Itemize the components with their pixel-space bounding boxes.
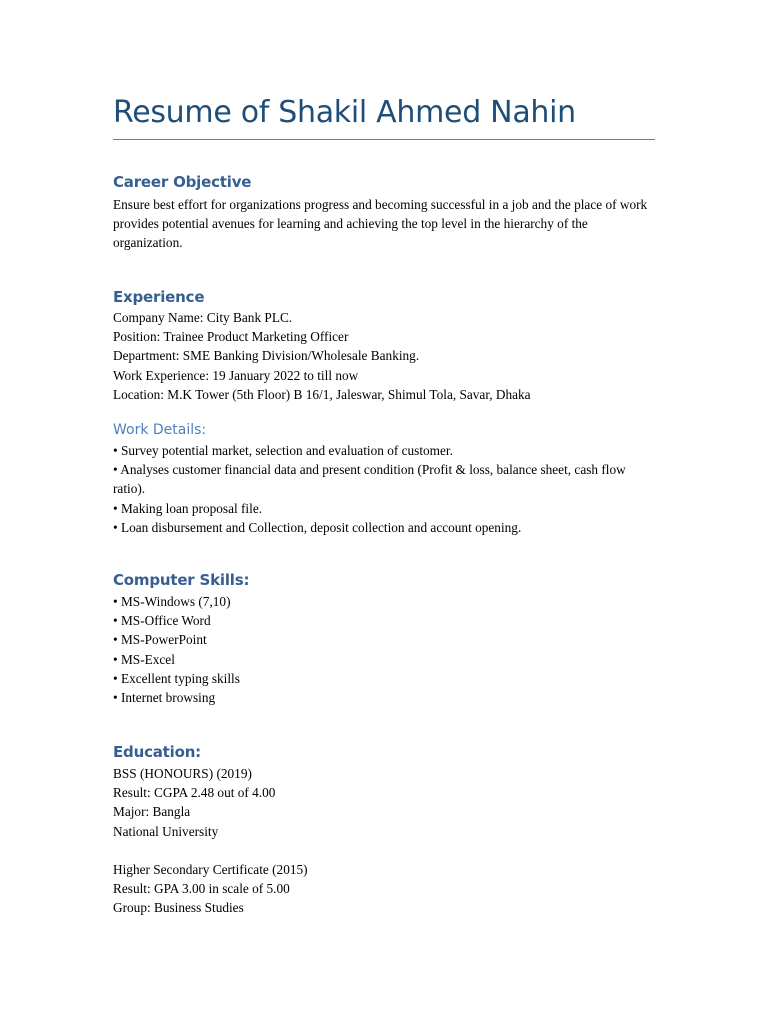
work-details-heading: Work Details: — [113, 422, 207, 438]
computer-skills-section — [113, 570, 656, 707]
company-name: Company Name: City Bank PLC. — [113, 310, 293, 325]
computer-skills-heading: Computer Skills: — [113, 571, 250, 589]
computer-skills-list — [113, 592, 656, 707]
experience-heading: Experience — [113, 288, 205, 306]
work-details-list — [113, 441, 656, 537]
list-item: • Analyses customer financial data and present condition (Profit & loss, balance sheet, cash flow ratio). — [113, 462, 626, 497]
education-heading: Education: — [113, 743, 201, 761]
list-item: • Survey potential market, selection and evaluation of customer. — [113, 443, 453, 458]
list-item: • Excellent typing skills — [113, 670, 240, 686]
experience-section — [113, 287, 656, 404]
degree-institution: National University — [113, 823, 219, 839]
list-item: • Making loan proposal file. — [113, 500, 263, 516]
experience-details — [113, 308, 656, 404]
position: Position: Trainee Product Marketing Officer — [113, 329, 349, 345]
list-item: • MS-PowerPoint — [113, 632, 207, 648]
work-experience: Work Experience: 19 January 2022 to till now — [113, 367, 359, 383]
degree-group: Group: Business Studies — [113, 900, 244, 916]
list-item: • MS-Office Word — [113, 613, 211, 629]
department: Department: SME Banking Division/Wholesale Banking. — [113, 348, 420, 364]
career-objective-text: Ensure best effort for organizations progress and becoming successful in a job and the place of work provides potential avenues for learning and achieving the top level in the hierarchy of the organization. — [113, 197, 648, 251]
resume-page — [113, 0, 656, 1024]
education-degree-hsc — [113, 860, 656, 918]
degree-result: Result: GPA 3.00 in scale of 5.00 — [113, 881, 290, 897]
career-objective-section — [113, 172, 656, 253]
list-item: • MS-Excel — [113, 651, 175, 667]
work-details-section — [113, 420, 656, 537]
degree-result: Result: CGPA 2.48 out of 4.00 — [113, 785, 276, 801]
location: Location: M.K Tower (5th Floor) B 16/1, Jaleswar, Shimul Tola, Savar, Dhaka — [113, 386, 531, 402]
degree-title: BSS (HONOURS) (2019) — [113, 766, 252, 781]
document-title: Resume of Shakil Ahmed Nahin — [113, 95, 576, 130]
career-objective-heading: Career Objective — [113, 173, 252, 191]
education-section — [113, 742, 656, 917]
education-degree-bss — [113, 764, 656, 841]
list-item: • Internet browsing — [113, 690, 216, 706]
degree-major: Major: Bangla — [113, 804, 191, 820]
list-item: • MS-Windows (7,10) — [113, 594, 231, 609]
list-item: • Loan disbursement and Collection, deposit collection and account opening. — [113, 519, 522, 535]
degree-title: Higher Secondary Certificate (2015) — [113, 861, 308, 877]
title-underline — [113, 139, 655, 140]
